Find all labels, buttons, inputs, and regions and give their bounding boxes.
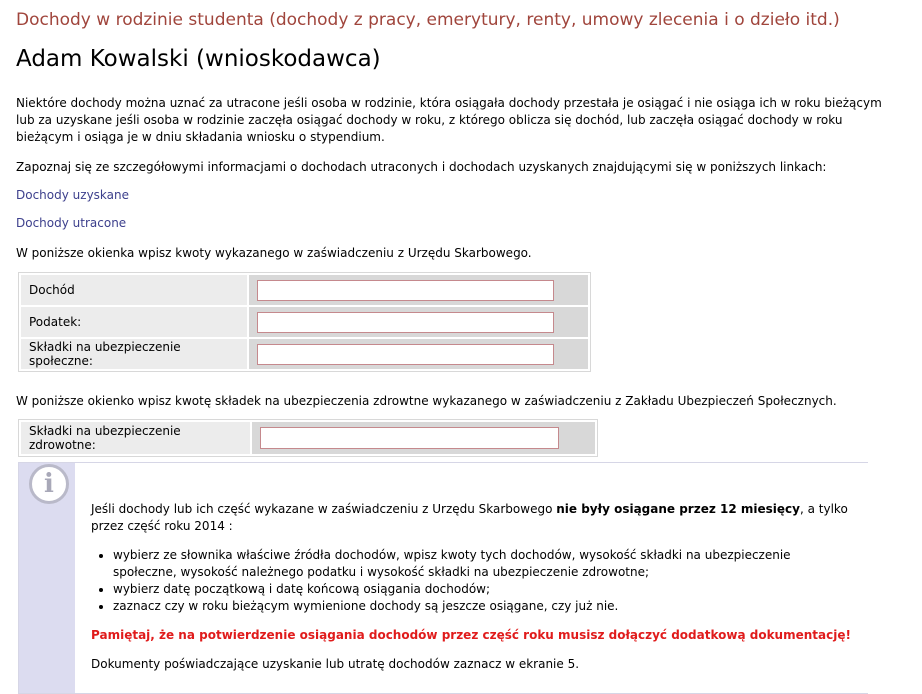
tax-form-table [18,272,591,372]
info-box [18,462,868,694]
info-intro-bold: nie były osiągane przez 12 miesięcy [556,502,800,516]
documents-note: Dokumenty poświadczające uzyskanie lub utratę dochodów zaznacz w ekranie 5. [91,657,580,671]
info-bullet: • wybierz datę początkową i datę końcową osiągania dochodów; [113,581,851,598]
info-text [91,501,851,673]
warning-text: Pamiętaj, że na potwierdzenie osiągania dochodów przez część roku musisz dołączyć dodatkową dokumentację! [91,628,851,642]
input-cell [249,339,588,369]
link-dochody-uzyskane[interactable]: Dochody uzyskane [16,188,129,202]
input-cell [252,422,595,454]
field-label-skladki-spoleczne: Składki na ubezpieczenie społeczne: [21,339,247,369]
form-row-skladki-spoleczne [21,339,588,369]
dochod-input[interactable] [257,280,554,301]
podatek-input[interactable] [257,312,554,333]
person-name-heading: Adam Kowalski (wnioskodawca) [16,46,381,72]
info-bullet-list [91,547,851,615]
info-intro [91,501,851,535]
input-cell [249,275,588,305]
field-label-skladki-zdrowotne: Składki na ubezpieczenie zdrowotne: [21,422,250,454]
form-row-dochod [21,275,588,305]
field-label-dochod: Dochód [21,275,247,305]
see-more-paragraph: Zapoznaj się ze szczegółowymi informacjami o dochodach utraconych i dochodach uzyskanych znajdującymi się w poniższych linkach: [16,160,827,174]
health-form-table [18,419,598,457]
skladki-zdrowotne-input[interactable] [260,427,559,449]
field-label-podatek: Podatek: [21,307,247,337]
form-row-skladki-zdrowotne [21,422,595,454]
info-icon: i [29,464,69,504]
info-intro-start: Jeśli dochody lub ich część wykazane w zaświadczeniu z Urzędu Skarbowego [91,502,557,516]
link-dochody-utracone[interactable]: Dochody utracone [16,216,127,230]
input-cell [249,307,588,337]
skladki-spoleczne-input[interactable] [257,344,554,365]
intro-paragraph: Niektóre dochody można uznać za utracone jeśli osoba w rodzinie, która osiągała dochody przestała je osiągać i nie osiąga ich w roku bieżącym lub za uzyskane jeśli osoba w rodzinie zaczęła osiągać dochody w roku, z którego oblicza się dochód, lub zaczęła osiągać dochody w roku bieżącym i osiąga je w dniu składania wniosku o stypendium. [16,96,882,144]
health-instruction: W poniższe okienko wpisz kwotę składek na ubezpieczenia zdrowtne wykazanego w zaświadczeniu z Zakładu Ubezpieczeń Społecznych. [16,394,837,408]
info-bullet: • zaznacz czy w roku bieżącym wymienione dochody są jeszcze osiągane, czy już nie. [113,598,851,615]
info-intro-end: , a tylko przez część roku 2014 : [91,502,848,533]
form-row-podatek [21,307,588,337]
tax-instruction: W poniższe okienka wpisz kwoty wykazanego w zaświadczeniu z Urzędu Skarbowego. [16,246,532,260]
section-title: Dochody w rodzinie studenta (dochody z pracy, emerytury, renty, umowy zlecenia i o dzieło itd.) [16,10,840,30]
info-content [75,463,868,693]
info-bullet: • wybierz ze słownika właściwe źródła dochodów, wpisz kwoty tych dochodów, wysokość składki na ubezpieczenie społeczne, wysokość należnego podatku i wysokość składki na ubezpieczenie zdrowotne; [113,547,851,581]
